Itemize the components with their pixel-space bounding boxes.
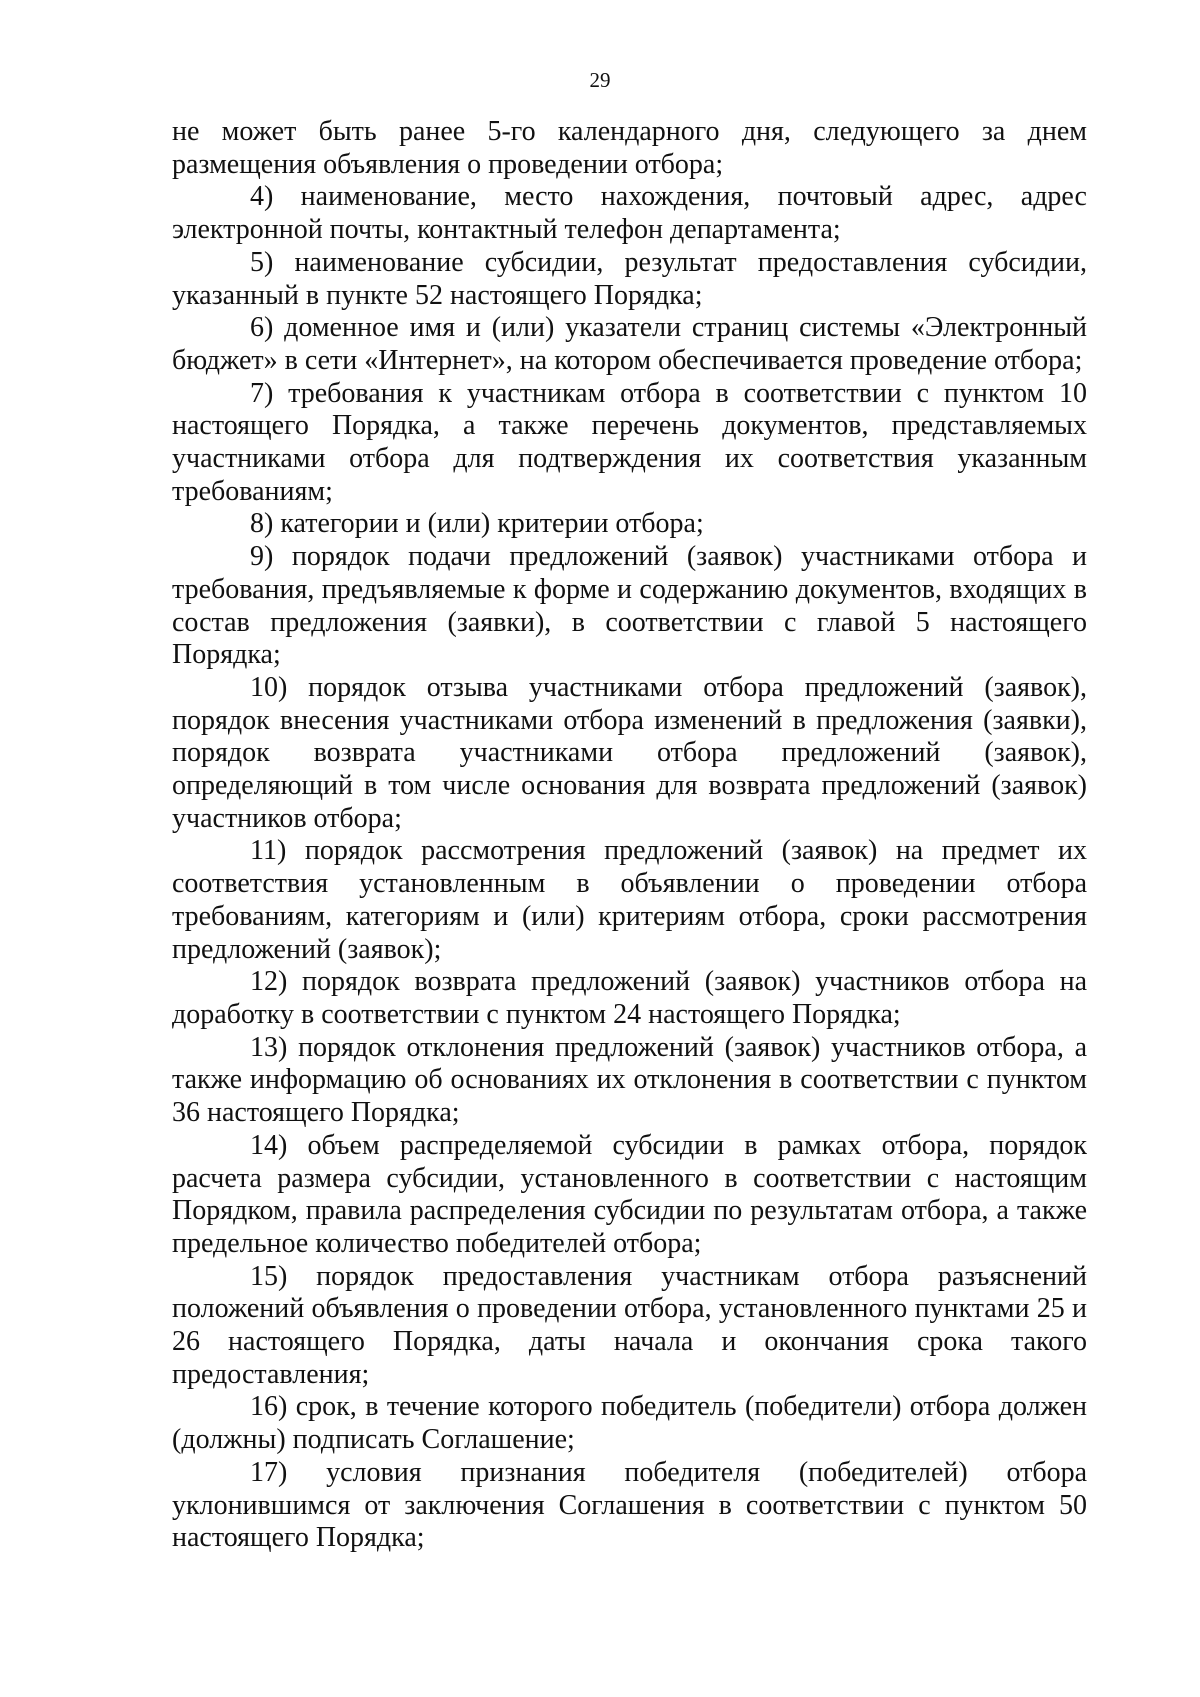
paragraph-item-11: 11) порядок рассмотрения предложений (заявок) на предмет их соответствия установленным в объявлении о проведении отбора требованиям, категориям и (или) критериям отбора, сроки рассмотрения предложений (заявок);: [172, 835, 1087, 965]
paragraph-item-9: 9) порядок подачи предложений (заявок) участниками отбора и требования, предъявляемые к форме и содержанию документов, входящих в состав предложения (заявки), в соответствии с главой 5 настоящего Порядка;: [172, 541, 1087, 671]
paragraph-item-5: 5) наименование субсидии, результат предоставления субсидии, указанный в пункте 52 настоящего Порядка;: [172, 246, 1087, 311]
paragraph-item-16: 16) срок, в течение которого победитель (победители) отбора должен (должны) подписать Соглашение;: [172, 1391, 1087, 1456]
paragraph-item-4: 4) наименование, место нахождения, почтовый адрес, адрес электронной почты, контактный телефон департамента;: [172, 181, 1087, 246]
paragraph-continuation: не может быть ранее 5-го календарного дня, следующего за днем размещения объявления о проведении отбора;: [172, 116, 1087, 180]
paragraph-item-6: 6) доменное имя и (или) указатели страниц системы «Электронный бюджет» в сети «Интернет», на котором обеспечивается проведение отбора;: [172, 312, 1087, 376]
paragraph-item-7: 7) требования к участникам отбора в соответствии с пунктом 10 настоящего Порядка, а также перечень документов, представляемых участниками отбора для подтверждения их соответствия указанным требованиям;: [172, 377, 1087, 507]
paragraph-item-12: 12) порядок возврата предложений (заявок) участников отбора на доработку в соответствии с пунктом 24 настоящего Порядка;: [172, 966, 1087, 1030]
paragraph-item-10: 10) порядок отзыва участниками отбора предложений (заявок), порядок внесения участниками отбора изменений в предложения (заявки), порядок возврата участниками отбора предложений (заявок), определяющий в том числе основания для возврата предложений (заявок) участников отбора;: [172, 671, 1087, 834]
paragraph-item-13: 13) порядок отклонения предложений (заявок) участников отбора, а также информацию об основаниях их отклонения в соответствии с пунктом 36 настоящего Порядка;: [172, 1031, 1087, 1129]
paragraph-item-14: 14) объем распределяемой субсидии в рамках отбора, порядок расчета размера субсидии, установленного в соответствии с настоящим Порядком, правила распределения субсидии по результатам отбора, а также предельное количество победителей отбора;: [172, 1129, 1087, 1259]
document-body: [172, 116, 1087, 1555]
page-number: 29: [589, 68, 611, 92]
paragraph-item-15: 15) порядок предоставления участникам отбора разъяснений положений объявления о проведении отбора, установленного пунктами 25 и 26 настоящего Порядка, даты начала и окончания срока такого предоставления;: [172, 1260, 1087, 1390]
paragraph-item-17: 17) условия признания победителя (победителей) отбора уклонившимся от заключения Соглашения в соответствии с пунктом 50 настоящего Порядка;: [172, 1456, 1087, 1554]
paragraph-item-8: 8) категории и (или) критерии отбора;: [250, 508, 704, 540]
